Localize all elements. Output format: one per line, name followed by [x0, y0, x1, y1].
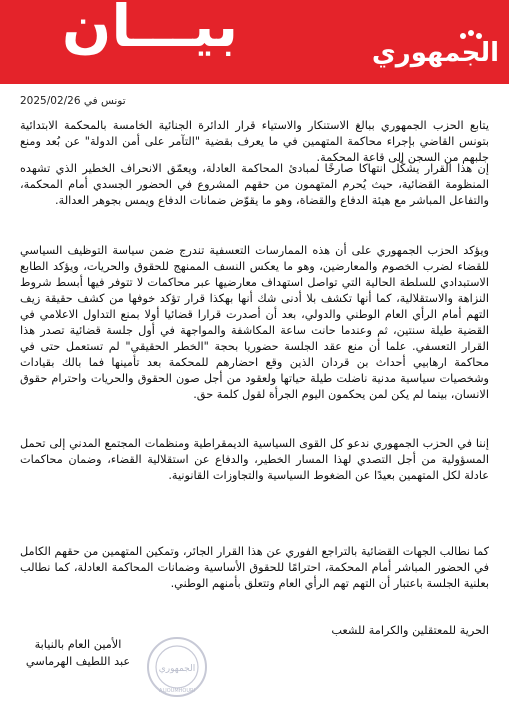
dateline: تونس في 2025/02/26	[20, 95, 126, 107]
logo-wordmark: الجمهوري	[371, 38, 499, 68]
closing-slogan: الحرية للمعتقلين والكرامة للشعب	[331, 624, 489, 637]
paragraph-violation: إن هذا القرار يشكّل انتهاكا صارخًا لمبادئ المحاكمة العادلة، ويعمّق الانحراف الخطير الذي تشهده المنظومة القضائية، حيث يُحرم المتهمون من حقهم المشروع في الحضور الجسدي أمام المحكمة، والتفاعل المباشر مع هيئة الدفاع والقضاة، وهو ما يقوّض ضمانات الدفاع ويمس بجوهر العدالة.	[20, 162, 489, 207]
party-stamp-icon	[146, 636, 208, 698]
svg-text:ALJOUMHOURI: ALJOUMHOURI	[159, 688, 195, 694]
header-banner	[0, 0, 509, 84]
paragraph-call: إننا في الحزب الجمهوري ندعو كل القوى السياسية الديمقراطية ومنظمات المجتمع المدني إلى تحمل المسؤولية من أجل التصدي لهذا المسار الخطير، والدفاع عن استقلالية القضاء، وضمان محاكمات عادلة لكل المتهمين بعيدًا عن الضغوط السياسية والتجاوزات القانونية.	[20, 437, 489, 482]
signer-name: عبد اللطيف الهرماسي	[25, 655, 131, 668]
statement-title: بيـــان	[61, 0, 239, 60]
svg-text:الجمهوري: الجمهوري	[158, 664, 196, 674]
party-logo	[349, 26, 499, 72]
paragraph-intro: يتابع الحزب الجمهوري ببالغ الاستنكار والاستياء قرار الدائرة الجنائية الخامسة بالمحكمة الابتدائية بتونس القاضي بإجراء محاكمة المتهمين في ما يعرف بقضية "التآمر على أمن الدولة" عن بُعد ومنع جلبهم من السجن إلى قاعة المحكمة.	[20, 119, 489, 164]
paragraph-demands: كما نطالب الجهات القضائية بالتراجع الفوري عن هذا القرار الجائر، وتمكين المتهمين من حقهم الكامل في الحضور المباشر أمام المحكمة، احترامًا للحقوق الأساسية وضمانات المحاكمة العادلة، كما نطالب بعلنية الجلسة باعتبار أن التهم تهم الرأي العام وتتعلق بأمنهم الوطني.	[20, 545, 489, 590]
signature-block	[16, 636, 140, 670]
paragraph-political-use: ويؤكد الحزب الجمهوري على أن هذه الممارسات التعسفية تندرج ضمن سياسة التوظيف السياسي للقضاء لضرب الخصوم والمعارضين، وهو ما يعكس النسف الممنهج للحقوق والحريات، ويؤكد الطابع الاستبدادي للسلطة الحالية التي تواصل استهداف معارضيها عبر محاكمات لا تتوفر فيها أبسط شروط النزاهة والاستقلالية، كما أنها تكشف بلا أدنى شك أنها بهكذا قرار تؤكد خوفها من كشف حقيقة زيف التهم أمام الرأي العام الوطني والدولي، بعد أن أصدرت قرارا قضائيا أولا بمنع التداول الاعلامي في القضية طيلة سنتين، ثم وعندما حانت ساعة المكاشفة والمواجهة في أول جلسة قضائية تصدر هذا القرار التعسفي. علما أن منع عقد الجلسة حضوريا بحجة "الخطر الحقيقي" لم تستعمل حتى في محاكمة ارهابيي أحداث بن قردان الذين وقع احضارهم للمحكمة بعد تأمينها فما بالك بقيادات وشخصيات سياسية مدنية ناضلت طيلة حياتها ولعقود من أجل صون الحقوق والحريات واحترام حقوق الانسان، بينما لم يكن لمن يحكمون اليوم الجرأة لقول كلمة حق.	[20, 244, 489, 401]
signer-role: الأمين العام بالنيابة	[34, 638, 122, 651]
